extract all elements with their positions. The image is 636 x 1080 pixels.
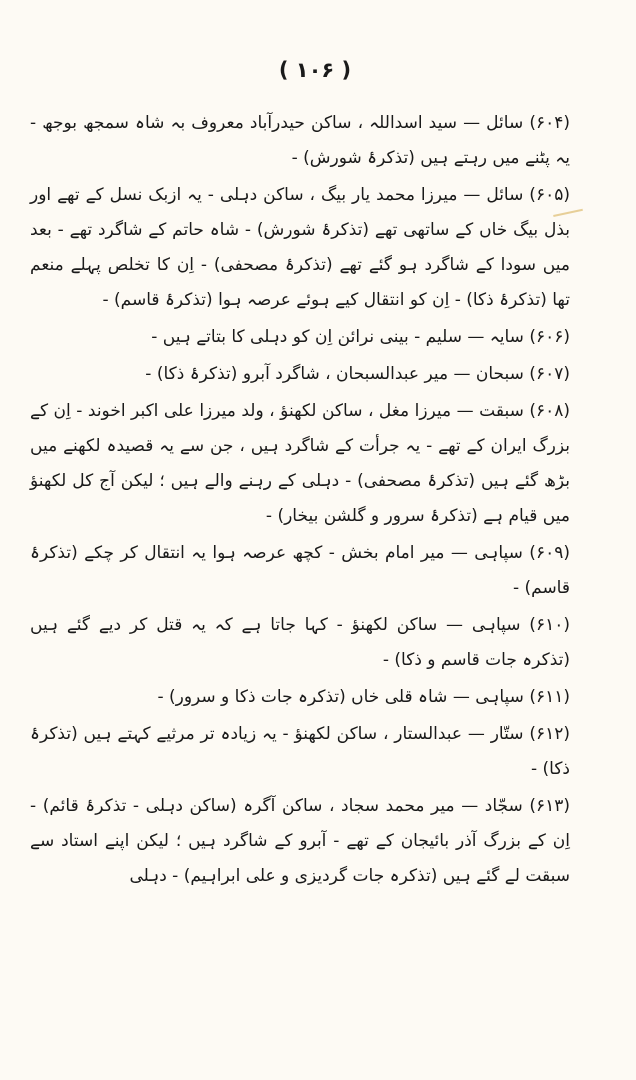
entry-text: (۶۰۵) سائل — میرزا محمد یار بیگ ، ساکن دہلی - یہ ازبک نسل کے تھے اور بذل بیگ خاں کے ساتھی تھے (تذکرۂ شورش) - شاہ حاتم کے شاگرد تھے - بعد میں سودا کے شاگرد ہو گئے تھے (تذکرۂ مصحفی) - اِن کا تخلص پہلے منعم تھا (تذکرۂ ذکا) - اِن کو انتقال کیے ہوئے عرصہ ہوا (تذکرۂ قاسم) - (30, 185, 570, 310)
entry-607 (30, 357, 600, 392)
entry-608 (30, 394, 600, 534)
entry-text: (۶۱۲) ستّار — عبدالستار ، ساکن لکھنؤ - یہ زیادہ تر مرثیے کہتے ہیں (تذکرۂ ذکا) - (30, 724, 570, 779)
entry-611 (30, 680, 600, 715)
entry-610 (30, 608, 600, 678)
entry-text: (۶۱۰) سپاہی — ساکن لکھنؤ - کہا جاتا ہے کہ یہ قتل کر دیے گئے ہیں (تذکرہ جات قاسم و ذکا) - (30, 615, 570, 670)
entry-text: (۶۰۷) سبحان — میر عبدالسبحان ، شاگرد آبرو (تذکرۂ ذکا) - (145, 364, 570, 384)
entry-605 (30, 178, 600, 318)
entry-text: (۶۰۸) سبقت — میرزا مغل ، ساکن لکھنؤ ، ولد میرزا علی اکبر اخوند - اِن کے بزرگ ایران کے تھے - یہ جرأت کے شاگرد ہیں ، جن سے یہ قصیدہ لکھنے میں بڑھ گئے ہیں (تذکرۂ مصحفی) - دہلی کے رہنے والے ہیں ؛ لیکن آج کل لکھنؤ میں قیام ہے (تذکرۂ سرور و گلشن بیخار) - (30, 401, 570, 526)
entry-606 (30, 320, 600, 355)
entry-612 (30, 717, 600, 787)
entry-text: (۶۱۱) سپاہی — شاہ قلی خاں (تذکرہ جات ذکا و سرور) - (157, 687, 570, 707)
entry-text: (۶۰۴) سائل — سید اسداللہ ، ساکن حیدرآباد معروف بہ شاہ سمجھ بوجھ - یہ پٹنے میں رہتے ہیں (تذکرۂ شورش) - (30, 113, 570, 168)
entry-613 (30, 789, 600, 894)
entry-604 (30, 106, 600, 176)
page-number: ( ۱۰۶ ) (278, 58, 352, 82)
entry-text: (۶۱۳) سجّاد — میر محمد سجاد ، ساکن آگرہ (ساکن دہلی - تذکرۂ قائم) - اِن کے بزرگ آذر بائیجان کے تھے - آبرو کے شاگرد ہیں ؛ لیکن اپنے استاد سے سبقت لے گئے ہیں (تذکرہ جات گردیزی و علی ابراہیم) - دہلی (30, 796, 570, 886)
entry-text: (۶۰۹) سپاہی — میر امام بخش - کچھ عرصہ ہوا یہ انتقال کر چکے (تذکرۂ قاسم) - (30, 543, 570, 598)
entry-609 (30, 536, 600, 606)
entry-text: (۶۰۶) سایہ — سلیم - بینی نرائن اِن کو دہلی کا بتاتے ہیں - (151, 327, 570, 347)
